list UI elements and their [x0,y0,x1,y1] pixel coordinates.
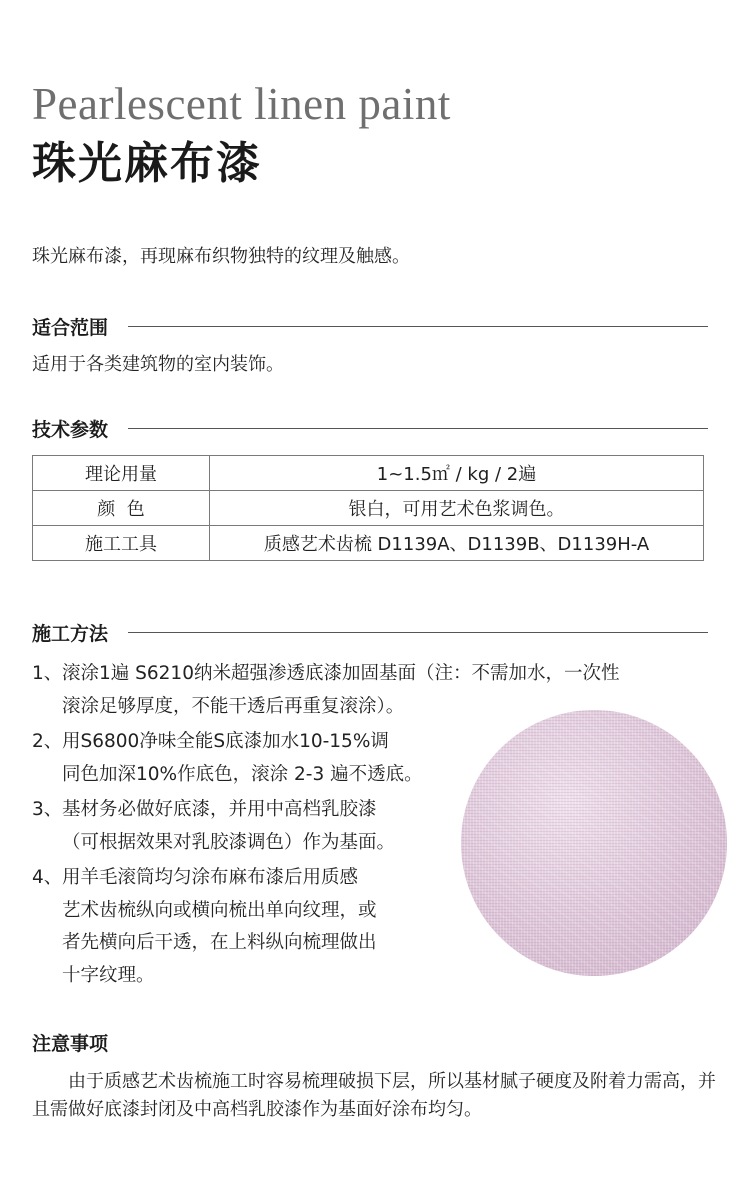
notice-text-block [32,1068,722,1124]
table-row [33,526,704,561]
section-specs-header [32,414,708,442]
list-item [32,726,482,791]
section-scope-header [32,312,708,340]
divider [128,632,708,633]
section-scope-title: 适合范围 [32,316,109,339]
spec-value: 质感艺术齿梳 D1139A、D1139B、D1139H-A [210,526,704,561]
step-text: 滚涂1遍 S6210纳米超强渗透底漆加固基面（注：不需加水，一次性 滚涂足够厚度，不能干透后再重复滚涂）。 [62,663,620,717]
section-notice-title: 注意事项 [32,1032,109,1055]
step-text: 用羊毛滚筒均匀涂布麻布漆后用质感 艺术齿梳纵向或横向梳出单向纹理，或 者先横向后干透，在上料纵向梳理做出 十字纹理。 [62,867,377,986]
method-steps [32,658,620,995]
spec-value: 银白，可用艺术色浆调色。 [210,491,704,526]
intro-text: 珠光麻布漆，再现麻布织物独特的纹理及触感。 [32,246,410,267]
section-method-title: 施工方法 [32,622,109,645]
spec-value: 1~1.5㎡ / kg / 2遍 [210,456,704,491]
section-specs-title: 技术参数 [32,418,109,441]
list-item [32,862,482,992]
spec-table [32,455,704,561]
step-number: 1、 [32,663,63,684]
list-item [32,658,620,723]
notice-text: 由于质感艺术齿梳施工时容易梳理破损下层，所以基材腻子硬度及附着力需高，并且需做好底漆封闭及中高档乳胶漆作为基面好涂布均匀。 [32,1071,716,1120]
spec-label: 颜 色 [33,491,210,526]
spec-label: 理论用量 [33,456,210,491]
title-chinese: 珠光麻布漆 [32,138,262,189]
section-notice-header [32,1028,708,1056]
step-number: 2、 [32,731,63,752]
table-row [33,456,704,491]
step-text: 用S6800净味全能S底漆加水10-15%调 同色加深10%作底色，滚涂 2-3 遍不透底。 [62,731,423,785]
scope-text: 适用于各类建筑物的室内装饰。 [32,354,284,375]
step-number: 4、 [32,867,63,888]
list-item [32,794,482,859]
linen-texture-swatch [461,710,727,976]
title-english: Pearlescent linen paint [32,79,451,129]
table-row [33,491,704,526]
spec-label: 施工工具 [33,526,210,561]
step-number: 3、 [32,799,63,820]
section-method-header [32,618,708,646]
step-text: 基材务必做好底漆，并用中高档乳胶漆 （可根据效果对乳胶漆调色）作为基面。 [62,799,396,853]
divider [128,326,708,327]
divider [128,428,708,429]
